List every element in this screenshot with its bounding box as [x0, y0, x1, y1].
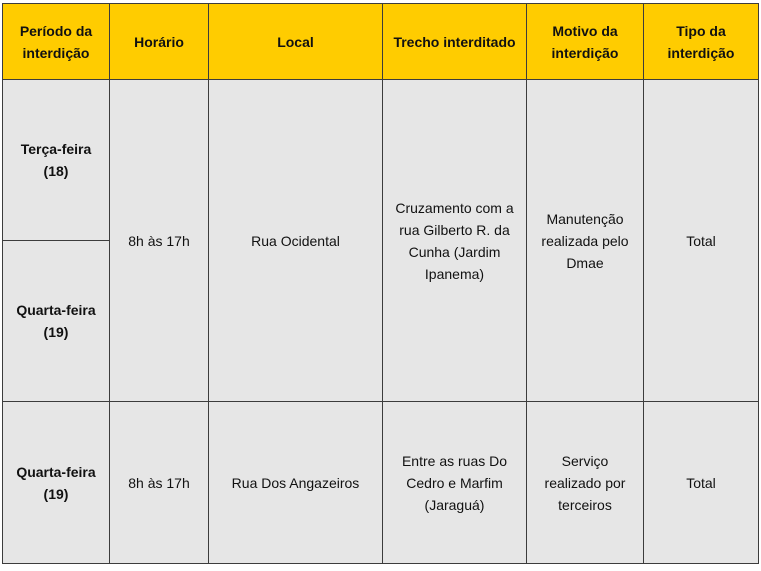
- table-header-row: [3, 4, 759, 80]
- header-stretch: Trecho interditado: [383, 4, 527, 80]
- header-type: Tipo da interdição: [644, 4, 759, 80]
- interdiction-table: [2, 3, 759, 564]
- period-cell-wednesday-2: Quarta-feira (19): [3, 402, 110, 564]
- time-cell: 8h às 17h: [110, 80, 209, 402]
- header-period: Período da interdição: [3, 4, 110, 80]
- stretch-cell: Entre as ruas Do Cedro e Marfim (Jaraguá): [383, 402, 527, 564]
- table-row: [3, 80, 759, 241]
- type-cell: Total: [644, 402, 759, 564]
- type-cell: Total: [644, 80, 759, 402]
- header-place: Local: [209, 4, 383, 80]
- reason-cell: Serviço realizado por terceiros: [527, 402, 644, 564]
- stretch-cell: Cruzamento com a rua Gilberto R. da Cunha (Jardim Ipanema): [383, 80, 527, 402]
- place-cell: Rua Dos Angazeiros: [209, 402, 383, 564]
- period-cell-tuesday: Terça-feira (18): [3, 80, 110, 241]
- time-cell: 8h às 17h: [110, 402, 209, 564]
- reason-cell: Manutenção realizada pelo Dmae: [527, 80, 644, 402]
- table-row: [3, 402, 759, 564]
- period-cell-wednesday: Quarta-feira (19): [3, 241, 110, 402]
- header-time: Horário: [110, 4, 209, 80]
- header-reason: Motivo da interdição: [527, 4, 644, 80]
- place-cell: Rua Ocidental: [209, 80, 383, 402]
